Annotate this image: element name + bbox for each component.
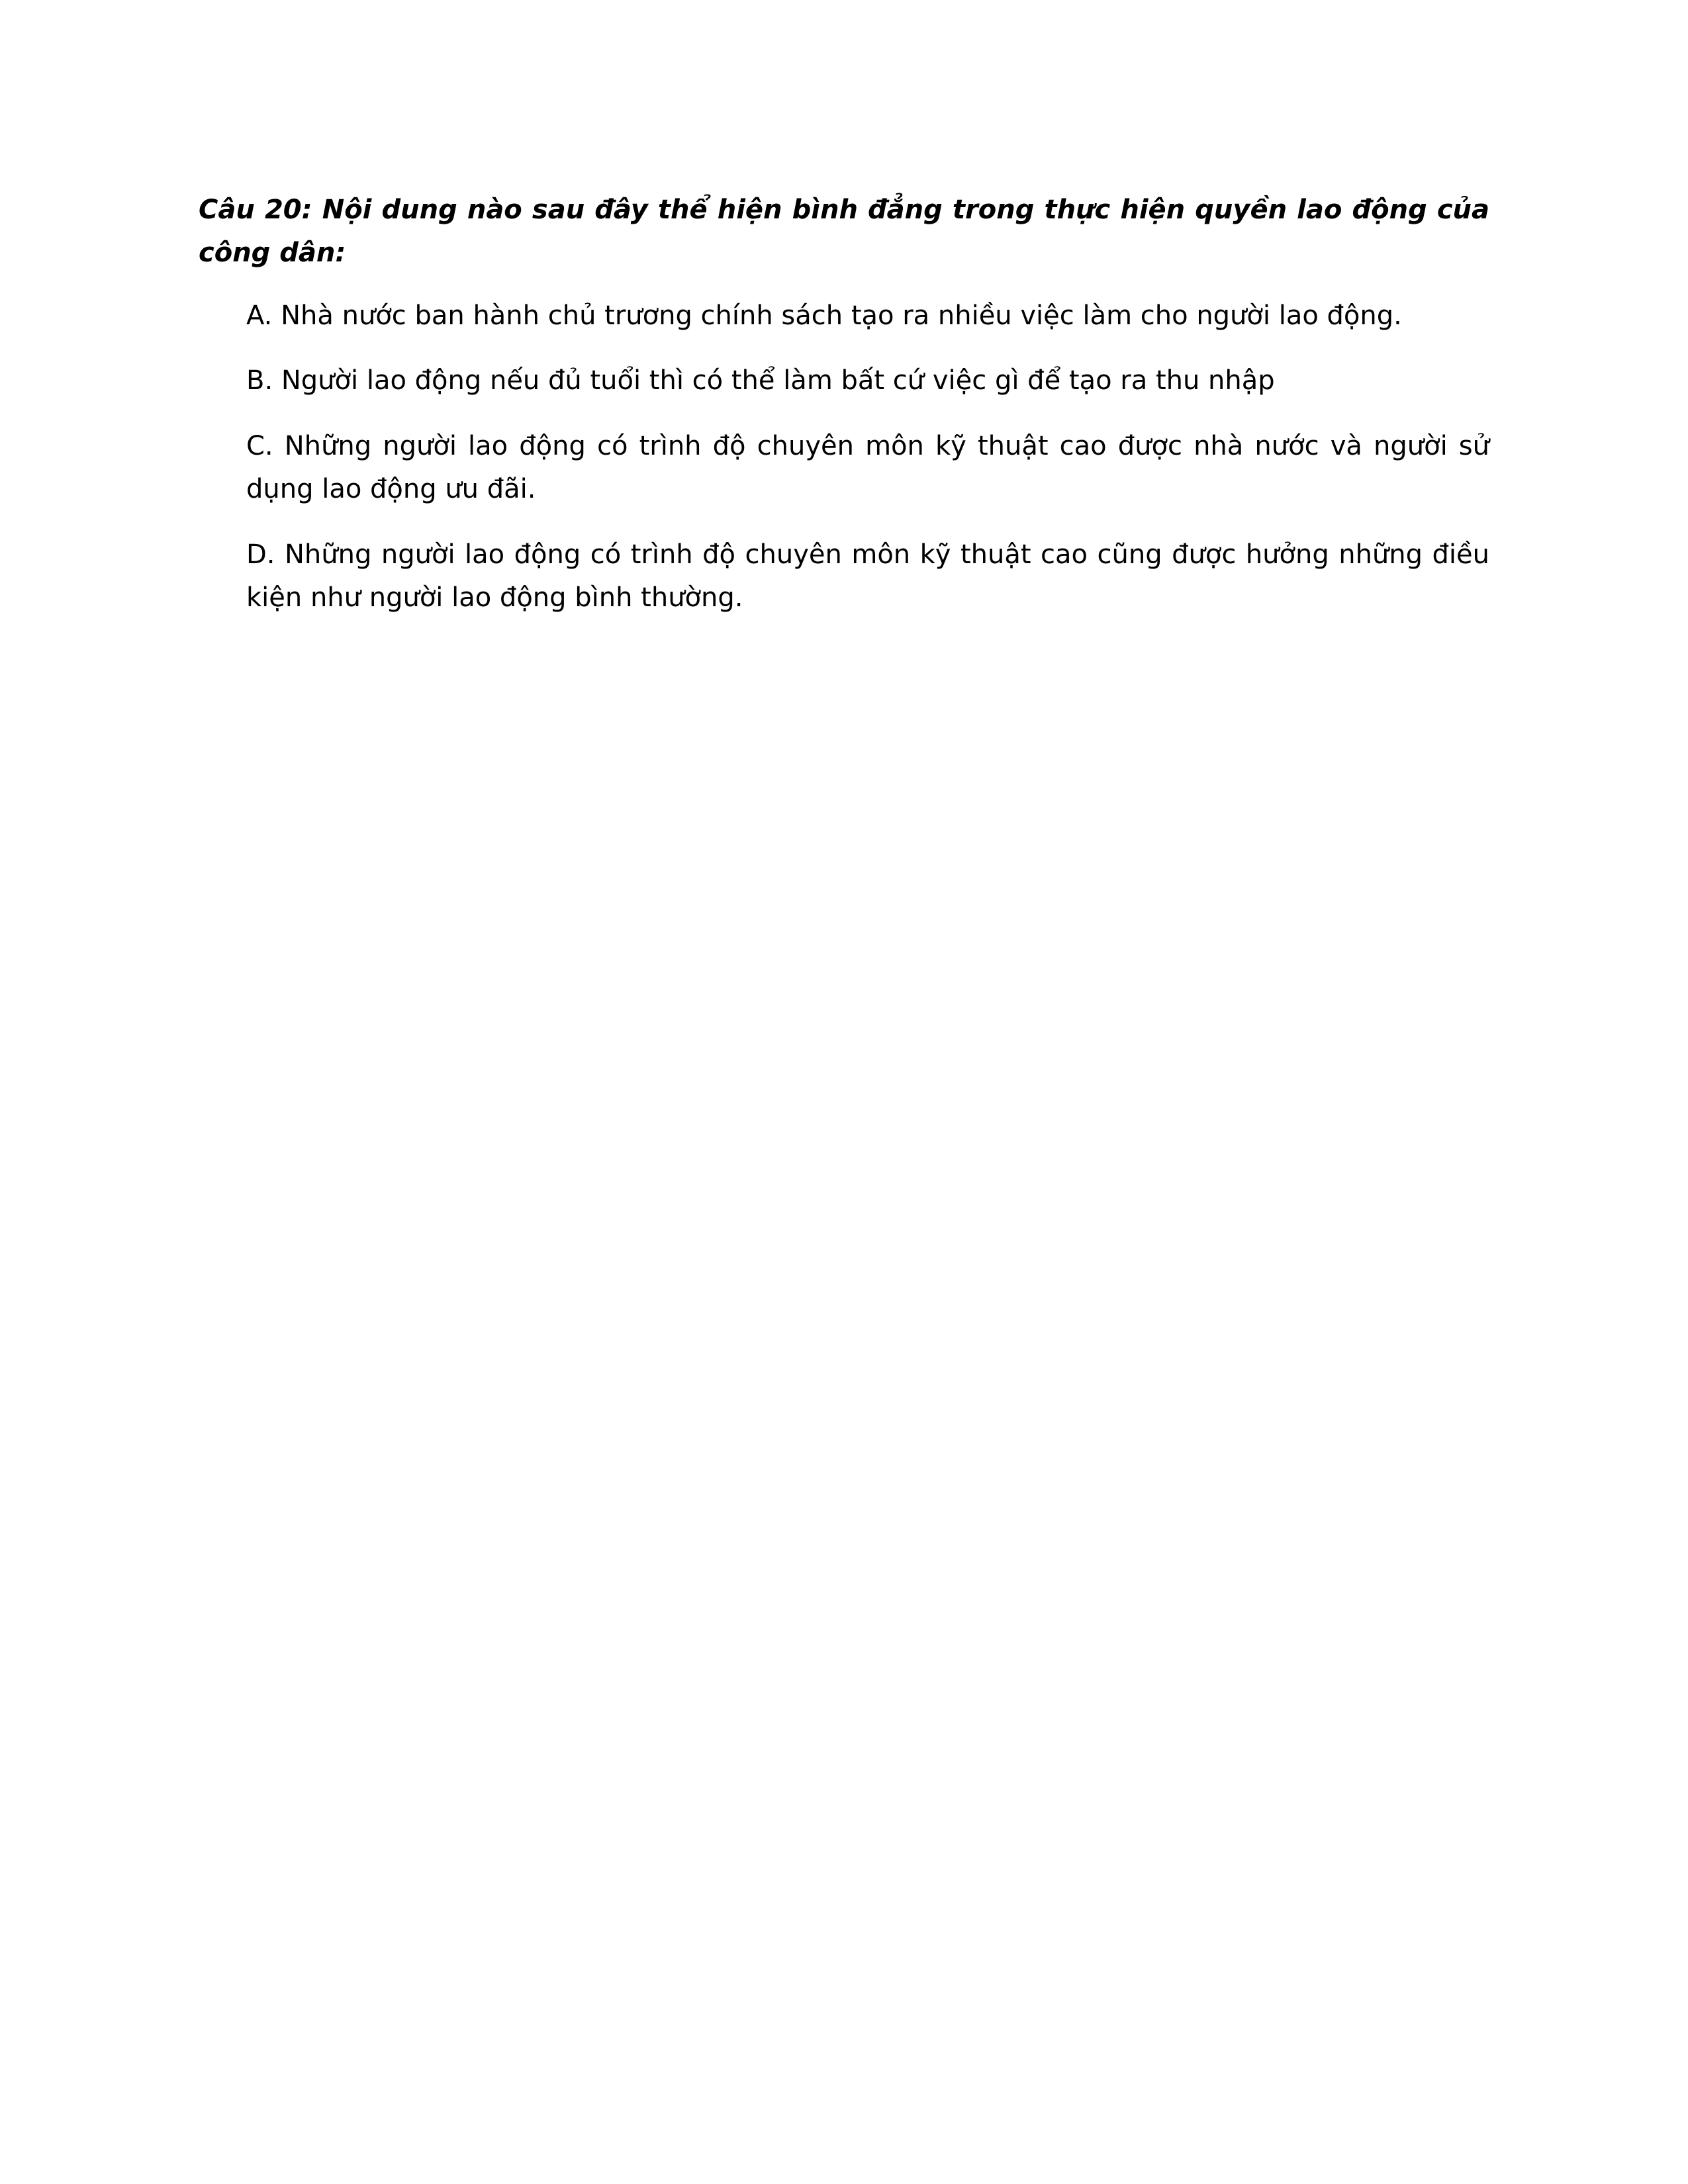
answer-options-list bbox=[199, 295, 1489, 619]
question-heading: Câu 20: Nội dung nào sau đây thể hiện bình đẳng trong thực hiện quyền lao động của công dân: bbox=[199, 195, 1489, 268]
answer-option-a[interactable]: A. Nhà nước ban hành chủ trương chính sách tạo ra nhiều việc làm cho người lao động. bbox=[246, 300, 1402, 331]
answer-option-d[interactable]: D. Những người lao động có trình độ chuyên môn kỹ thuật cao cũng được hưởng những điều kiện như người lao động bình thường. bbox=[246, 539, 1489, 613]
question-block bbox=[199, 189, 1489, 275]
answer-option-b[interactable]: B. Người lao động nếu đủ tuổi thì có thể làm bất cứ việc gì để tạo ra thu nhập bbox=[246, 365, 1275, 396]
answer-option-c[interactable]: C. Những người lao động có trình độ chuyên môn kỹ thuật cao được nhà nước và người sử dụng lao động ưu đãi. bbox=[246, 431, 1489, 504]
